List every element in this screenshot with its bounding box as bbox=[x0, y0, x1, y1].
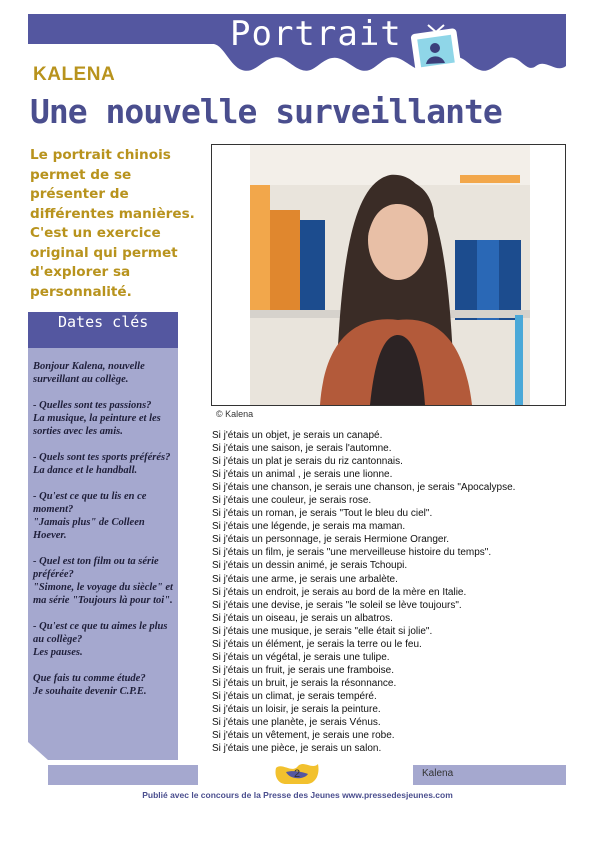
list-item: Si j'étais une planète, je serais Vénus. bbox=[212, 717, 381, 729]
list-item: Si j'étais un végétal, je serais une tulipe. bbox=[212, 651, 390, 663]
sidebar-paragraph: - Quelles sont tes passions? La musique, la peinture et les sorties avec les amis. bbox=[33, 400, 161, 437]
sidebar-paragraph: - Qu'est ce que tu aimes le plus au collège? Les pauses. bbox=[33, 621, 168, 658]
page-number: 2 bbox=[293, 768, 301, 780]
list-item: Si j'étais un oiseau, je serais un albatros. bbox=[212, 612, 393, 624]
list-item: Si j'étais un élément, je serais la terre ou le feu. bbox=[212, 638, 422, 650]
list-item: Si j'étais un climat, je serais tempéré. bbox=[212, 690, 377, 702]
list-item: Si j'étais une saison, je serais l'automne. bbox=[212, 443, 392, 455]
list-item: Si j'étais une chanson, je serais une chanson, je serais "Apocalypse. bbox=[212, 482, 516, 494]
list-item: Si j'étais un film, je serais "une merveilleuse histoire du temps". bbox=[212, 547, 492, 559]
sidebar-title: Dates clés bbox=[58, 313, 149, 331]
list-item: Si j'étais un endroit, je serais au bord de la mère en Italie. bbox=[212, 586, 467, 598]
list-item: Si j'étais un vêtement, je serais une robe. bbox=[212, 730, 395, 742]
list-item: Si j'étais une arme, je serais une arbalète. bbox=[212, 573, 398, 585]
list-item: Si j'étais une pièce, je serais un salon. bbox=[212, 743, 382, 755]
footer-name: Kalena bbox=[422, 768, 454, 779]
footer-credit: Publié avec le concours de la Presse des Jeunes www.pressedesjeunes.com bbox=[142, 790, 453, 800]
list-item: Si j'étais un animal , je serais une lionne. bbox=[212, 469, 393, 481]
sidebar-paragraph: - Qu'est ce que tu lis en ce moment? "Jamais plus" de Colleen Hoever. bbox=[33, 491, 147, 541]
sidebar-paragraph: Bonjour Kalena, nouvelle surveillant au collège. bbox=[33, 361, 145, 385]
photo-caption: © Kalena bbox=[216, 409, 254, 419]
portrait-frame-icon bbox=[408, 24, 464, 76]
list-item: Si j'étais un plat je serais du riz cantonnais. bbox=[212, 456, 403, 468]
section-label: Portrait bbox=[230, 14, 402, 54]
subject-name: KALENA bbox=[33, 64, 116, 85]
portrait-photo-image bbox=[250, 145, 595, 405]
sidebar-paragraph: - Quels sont tes sports préférés? La dance et le handball. bbox=[33, 452, 171, 476]
list-item: Si j'étais une couleur, je serais rose. bbox=[212, 495, 372, 507]
list-item: Si j'étais une musique, je serais "elle était si jolie". bbox=[212, 625, 433, 637]
list-item: Si j'étais une devise, je serais "le soleil se lève toujours". bbox=[212, 599, 462, 611]
portrait-photo bbox=[211, 144, 566, 406]
sidebar-interview bbox=[33, 360, 175, 711]
list-item: Si j'étais un personnage, je serais Hermione Oranger. bbox=[212, 534, 450, 546]
list-item: Si j'étais un fruit, je serais une framboise. bbox=[212, 664, 394, 676]
list-item: Si j'étais un loisir, je serais la peinture. bbox=[212, 703, 381, 715]
sidebar-paragraph: Que fais tu comme étude? Je souhaite devenir C.P.E. bbox=[33, 673, 147, 697]
intro-paragraph: Le portrait chinois permet de se présenter de différentes manières. C'est un exercice original qui permet d'explorer sa personnalité. bbox=[30, 147, 195, 300]
list-item: Si j'étais un roman, je serais "Tout le bleu du ciel". bbox=[212, 508, 433, 520]
list-item: Si j'étais un objet, je serais un canapé. bbox=[212, 430, 383, 441]
headline: Une nouvelle surveillante bbox=[30, 92, 502, 131]
list-item: Si j'étais un dessin animé, je serais Tchoupi. bbox=[212, 560, 408, 572]
list-item: Si j'étais un bruit, je serais la résonnance. bbox=[212, 677, 397, 689]
sidebar-paragraph: - Quel est ton film ou ta série préférée? "Simone, le voyage du siècle" et ma série "Toujours là pour toi". bbox=[33, 556, 173, 606]
portrait-list bbox=[212, 429, 572, 755]
list-item: Si j'étais une légende, je serais ma maman. bbox=[212, 521, 406, 533]
footer-bar-left bbox=[48, 765, 198, 785]
